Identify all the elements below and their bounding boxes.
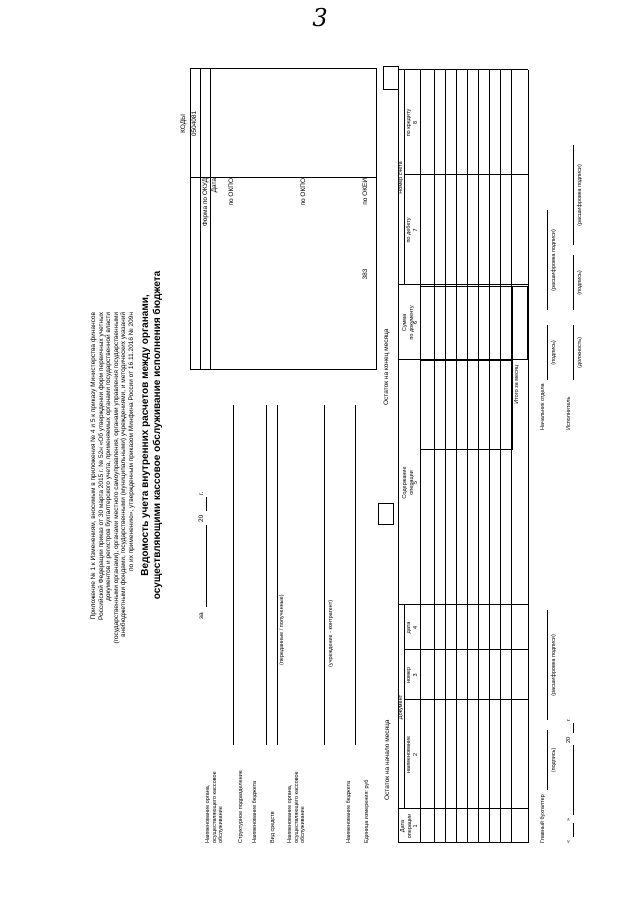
- sum-box: [420, 286, 513, 360]
- table-row-line: [500, 70, 501, 843]
- appendix-line: по их применению», утвержденным приказом Минфина России от 16.11.2016 № 209н: [127, 312, 135, 571]
- funds-type-line: [277, 405, 278, 745]
- table-row-line: [456, 70, 457, 843]
- budget2-label: Наименование бюджета: [346, 780, 352, 843]
- appendix-line: документов и регистров бухгалтерского учета, применяемых органами государственной власти: [105, 312, 113, 601]
- funds-type-label: Вид средств: [270, 811, 276, 843]
- balance-start-label: Остаток на начало месяца: [384, 719, 391, 800]
- account-subheader-line: [404, 70, 405, 285]
- table-row-line: [445, 70, 446, 843]
- doc-name-header: наименование: [406, 735, 412, 774]
- executor-label: Исполнитель: [566, 396, 572, 430]
- date-day-line: [573, 823, 574, 837]
- total-sum-box[interactable]: [511, 286, 528, 360]
- okei-value: 383: [362, 268, 369, 280]
- balance-start-box[interactable]: [378, 503, 394, 525]
- org1-label: [205, 771, 225, 843]
- codes-header: КОДЫ: [180, 114, 187, 133]
- executor-signature-line: [573, 255, 574, 310]
- org2-line: обслуживание: [300, 806, 306, 843]
- executor-signature-hint: (подпись): [577, 270, 583, 295]
- account-header: Номер счета: [398, 161, 404, 194]
- chief-signature-hint: (подпись): [551, 747, 557, 773]
- okud-label: Форма по ОКУД: [202, 178, 209, 227]
- appendix-line: (государственными органами), органами местного самоуправления, органами управления государственными: [112, 312, 120, 644]
- sum-header-line: по документу: [408, 305, 415, 340]
- dept-signature-hint: (подпись): [551, 340, 557, 365]
- col-number: 8: [413, 120, 419, 125]
- table-row-line: [478, 70, 479, 843]
- dept-decoding-line: [547, 210, 548, 310]
- col-number: 5: [413, 480, 419, 485]
- org2-line: Наименование органа,: [287, 784, 293, 843]
- org1-line: Наименование органа,: [205, 784, 211, 843]
- form-title: [140, 195, 164, 675]
- total-label: Итого за месяц: [514, 365, 520, 404]
- title-line: Ведомость учета внутренних расчетов между органами,: [140, 294, 151, 576]
- title-line: осуществляющими кассовое обслуживание исполнения бюджета: [152, 270, 163, 600]
- period-year: 20: [198, 514, 205, 522]
- dept-signature-line: [547, 325, 548, 380]
- org1-line: [233, 405, 234, 745]
- table-header-bottom: [420, 70, 421, 843]
- credit-header: по кредиту: [406, 108, 412, 137]
- org2-line: осуществляющего кассовое: [293, 771, 300, 843]
- budget2-line: [355, 405, 356, 745]
- appendix-line: Российской Федерации приказ от 30 марта 2015 г. № 52н «Об утверждении форм первичных учетных: [97, 312, 105, 620]
- codes-row-line: [200, 68, 201, 370]
- chief-decoding-line: [547, 610, 548, 720]
- doc-subheader-line: [404, 605, 405, 809]
- okud-value: 0504081: [191, 110, 198, 137]
- debit-header: по дебету: [406, 217, 412, 243]
- date-suffix: г.: [566, 718, 572, 721]
- table-row-line: [489, 70, 490, 843]
- date-quote-close: »: [566, 817, 572, 821]
- budget1-line: [266, 405, 267, 745]
- executor-decoding-hint: (расшифровка подписи): [577, 164, 583, 226]
- funds-hint: (переданные / полученные): [279, 594, 285, 665]
- date-header-line: операции: [406, 813, 413, 839]
- codes-box: [190, 68, 377, 370]
- col-number: 3: [413, 673, 419, 677]
- page-number: 3: [312, 4, 328, 32]
- okpo1-label: по ОКПО: [228, 178, 235, 206]
- table-row-line: [434, 70, 435, 843]
- unit-label: Единица измерения: руб: [364, 779, 370, 843]
- doc-header: Документ: [398, 694, 404, 720]
- org1-line: осуществляющего кассовое: [211, 771, 218, 843]
- col-line: [404, 699, 528, 700]
- col-number: 1: [413, 824, 419, 828]
- date-header-line: Дата: [400, 819, 406, 833]
- chief-decoding-hint: (расшифровка подписи): [551, 634, 557, 696]
- col-number: 7: [413, 228, 419, 232]
- period-year-line: [206, 497, 207, 511]
- dept-decoding-hint: (расшифровка подписи): [551, 229, 557, 291]
- table-row-line: [467, 70, 468, 843]
- table-row-line: [511, 70, 512, 843]
- org2-field-line: [324, 405, 325, 745]
- col-number: 2: [413, 752, 419, 757]
- period-prefix: за: [198, 612, 205, 619]
- date-year: 20: [566, 736, 572, 743]
- appendix-line: внебюджетными фондами, государственными (муниципальными) учреждениями, и методических указаний: [120, 312, 128, 637]
- executor-position-hint: (должность): [577, 337, 583, 368]
- doc-number-header: номер: [406, 667, 412, 683]
- content-box: [420, 360, 513, 450]
- org2-hint: (учреждение - контрагент): [328, 599, 334, 667]
- division-label: Структурное подразделение: [238, 770, 244, 843]
- balance-end-box[interactable]: [383, 66, 399, 90]
- table-bottom-line: [528, 70, 529, 843]
- dept-head-label: Начальник отдела: [540, 383, 546, 430]
- doc-date-header: дата: [406, 621, 412, 634]
- chief-signature-line: [547, 730, 548, 790]
- balance-end-label: Остаток на конец месяца: [383, 328, 390, 405]
- content-header-line: операции: [408, 470, 415, 495]
- executor-decoding-line: [573, 145, 574, 245]
- org1-line: обслуживание: [218, 806, 224, 843]
- okpo2-label: по ОКПО: [300, 178, 307, 206]
- date-quote-open: «: [566, 839, 572, 843]
- date-month-line: [573, 745, 574, 815]
- appendix-note: [90, 312, 136, 644]
- period-month-line: [206, 525, 207, 607]
- col-number: 6: [413, 320, 419, 325]
- col-line: [404, 649, 528, 650]
- codes-row-line: [210, 68, 211, 370]
- period-suffix: г.: [198, 491, 205, 495]
- appendix-line: Приложение № 1 к Изменениям, вносимым в приложения № 4 и 5 к приказу Министерства финансов: [90, 312, 97, 620]
- date-header: [400, 809, 413, 843]
- sum-header-line: Сумма: [402, 313, 408, 332]
- col-number: 4: [413, 625, 419, 630]
- chief-accountant-label: Главный бухгалтер: [540, 794, 546, 843]
- executor-position-line: [573, 325, 574, 380]
- col-line: [404, 174, 528, 175]
- budget1-label: Наименование бюджета: [252, 780, 258, 843]
- org2-label: [287, 771, 307, 843]
- codes-col-line: [190, 177, 377, 178]
- date-label: Дата: [211, 178, 218, 193]
- content-header-line: Содержание: [402, 466, 408, 499]
- okei-label: по ОКЕИ: [362, 178, 369, 205]
- date-year-line: [573, 723, 574, 733]
